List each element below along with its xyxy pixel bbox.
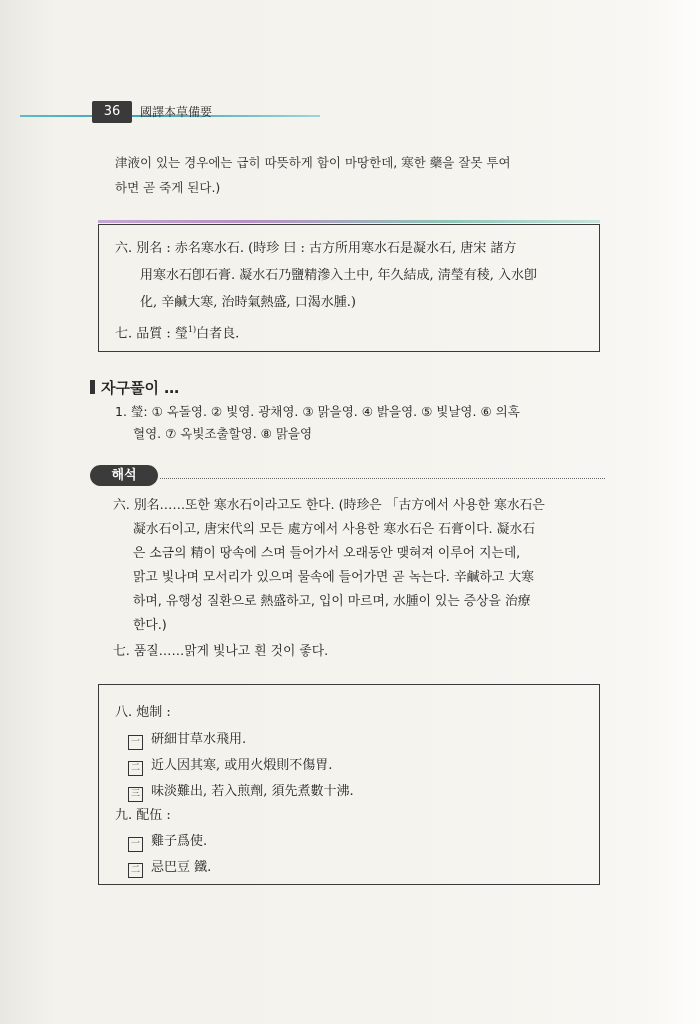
compatibility-heading: 九. 配伍 : [115, 808, 171, 823]
box1-quality-line [115, 320, 239, 344]
compatibility-item [128, 858, 211, 878]
running-header [20, 100, 320, 124]
book-title: 國譯本草備要 [140, 105, 213, 119]
definition-line: 1. 瑩: ① 옥돌영. ② 빛영. 광채영. ③ 맑을영. ④ 밝을영. ⑤ 빛날영. ⑥ 의혹 [115, 404, 520, 419]
definition-line: 혈영. ⑦ 옥빛조출할영. ⑧ 맑을영 [133, 426, 313, 441]
processing-item [128, 730, 246, 750]
interp-line: 은 소금의 精이 땅속에 스며 들어가서 오래동안 맺혀져 이루어 지는데, [133, 546, 521, 561]
processing-item [128, 782, 354, 802]
note-line: 하면 곧 죽게 된다.) [115, 180, 221, 195]
section-title: 자구풀이 … [101, 379, 180, 397]
interp-line: 六. 別名……또한 寒水石이라고도 한다. (時珍은 「古方에서 사용한 寒水石은 [113, 498, 545, 513]
heading-bar-icon [90, 380, 95, 394]
processing-item [128, 756, 332, 776]
note-line: 津液이 있는 경우에는 급히 따뜻하게 함이 마땅한데, 寒한 藥을 잘못 투여 [115, 155, 511, 170]
interp-line: 凝水石이고, 唐宋代의 모든 處方에서 사용한 寒水石은 石膏이다. 凝水石 [133, 522, 536, 537]
item-text: 味淡難出, 若入煎劑, 須先煮數十沸. [151, 784, 354, 799]
box1-line: 化, 辛鹹大寒, 治時氣熱盛, 口渴水腫.) [140, 295, 356, 310]
interpretation-label: 해석 [90, 465, 158, 486]
item-text: 近人因其寒, 或用火煅則不傷胃. [151, 758, 333, 773]
box1-line: 用寒水石卽石膏. 凝水石乃鹽精滲入土中, 年久結成, 淸瑩有稜, 入水卽 [140, 268, 538, 283]
section-heading [90, 377, 179, 399]
item-mark: 二 [128, 863, 143, 878]
interp-line: 七. 품질……맑게 빛나고 흰 것이 좋다. [113, 644, 329, 659]
item-mark: 一 [128, 735, 143, 750]
dotted-rule [160, 478, 605, 479]
footnote-marker: 1) [187, 325, 197, 334]
color-band [98, 220, 600, 223]
box1-line: 六. 別名 : 赤名寒水石. (時珍 曰 : 古方所用寒水石是凝水石, 唐宋 諸方 [115, 241, 517, 256]
item-text: 雞子爲使. [151, 834, 208, 849]
page-number: 36 [92, 101, 132, 123]
item-mark: 三 [128, 787, 143, 802]
interp-line: 맑고 빛나며 모서리가 있으며 물속에 들어가면 곧 녹는다. 辛鹹하고 大寒 [133, 570, 534, 585]
continued-note [115, 150, 605, 200]
item-mark: 一 [128, 837, 143, 852]
item-text: 硏細甘草水飛用. [151, 732, 247, 747]
interp-line: 한다.) [133, 618, 167, 633]
item-text: 忌巴豆 鐵. [151, 860, 212, 875]
compatibility-item [128, 832, 207, 852]
processing-heading: 八. 炮制 : [115, 705, 171, 720]
interp-line: 하며, 유행성 질환으로 熱盛하고, 입이 마르며, 水腫이 있는 증상을 治療 [133, 594, 531, 609]
quality-label: 七. 品質 : 瑩 [115, 326, 188, 342]
item-mark: 二 [128, 761, 143, 776]
quality-text: 白者良. [196, 326, 240, 342]
